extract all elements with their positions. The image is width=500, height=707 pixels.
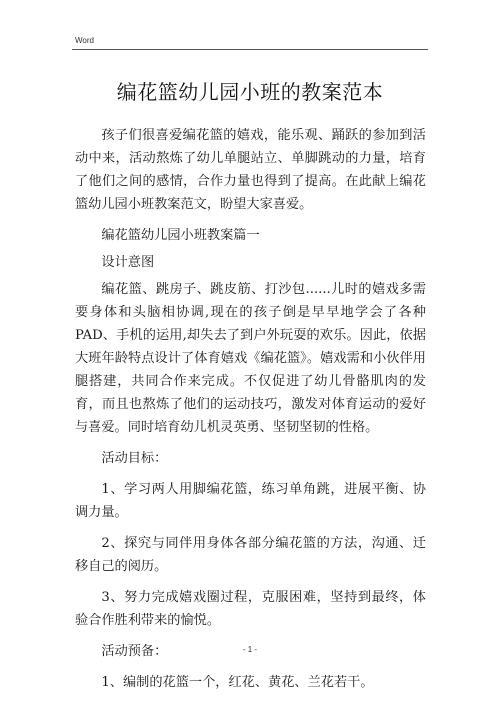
document-title: 编花篮幼儿园小班的教案范本 [116,80,384,104]
objective-item-2: 2、探究与同伴用身体各部分编花篮的方法，沟通、迁移自己的阅历。 [75,536,426,574]
design-intent-paragraph: 编花篮、跳房子、跳皮筋、打沙包......儿时的嬉戏多需要身体和头脑相协调,现在的孩子倒是早早地学会了各种PAD、手机的运用,却失去了到户外玩耍的欢乐。因此，依据大班年龄特点设计了体育嬉戏《编花篮》。嬉戏需和小伙伴用腿搭建，共同合作来完成。不仅促进了幼儿骨骼肌肉的发育，而且也熬炼了他们的运动技巧，激发对体育运动的爱好与喜爱。同时培育幼儿机灵英勇、坚韧坚韧的性格。 [75,282,426,435]
header-label: Word [75,36,94,45]
intro-paragraph: 孩子们很喜爱编花篮的嬉戏，能乐观、踊跃的参加到活动中来，活动熬炼了幼儿单腿站立、单脚跳动的力量，培育了他们之间的感情，合作力量也得到了提高。在此献上编花篮幼儿园小班教案范文，盼望大家喜爱。 [75,128,426,212]
page-number: - 1 - [242,645,258,654]
header-divider [72,49,428,50]
section-heading-preparation: 活动预备： [101,644,168,659]
section-heading-lesson-one: 编花篮幼儿园小班教案篇一 [101,228,260,243]
document-body [75,124,426,702]
objective-item-3: 3、努力完成嬉戏圈过程，克服困难，坚持到最终，体验合作胜利带来的愉悦。 [75,590,426,628]
section-heading-objectives: 活动目标： [101,451,168,466]
section-heading-design-intent: 设计意图 [101,255,155,270]
objective-item-1: 1、学习两人用脚编花篮，练习单角跳，进展平衡、协调力量。 [75,482,426,520]
preparation-item-1: 1、编制的花篮一个，红花、黄花、兰花若干。 [101,675,374,690]
